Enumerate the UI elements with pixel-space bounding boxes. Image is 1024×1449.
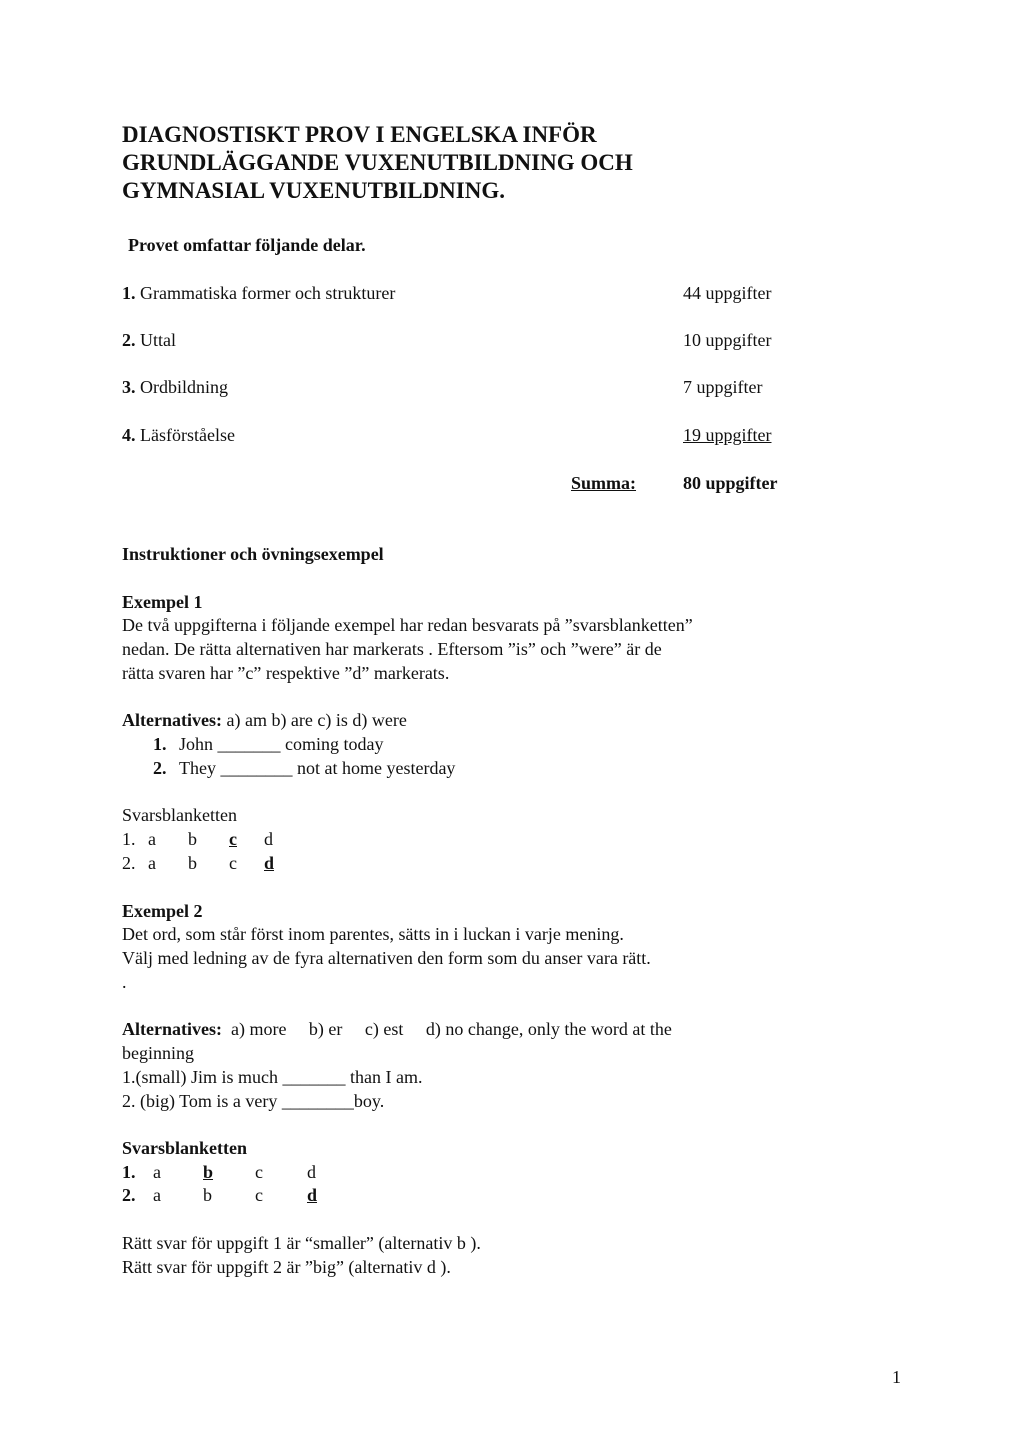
option-c: c bbox=[255, 1162, 263, 1182]
part-row-2 bbox=[122, 328, 176, 352]
question-number: 2. bbox=[153, 758, 167, 778]
option-c: c bbox=[255, 1185, 263, 1205]
part-number: 3. bbox=[122, 377, 136, 397]
example-2-text-line-2: Välj med ledning av de fyra alternativen den form som du anser vara rätt. bbox=[122, 948, 651, 968]
alternatives-label: Alternatives: bbox=[122, 1019, 222, 1039]
option-c-selected: c bbox=[229, 829, 237, 849]
option-d-selected: d bbox=[264, 853, 275, 873]
title-line-1: DIAGNOSTISKT PROV I ENGELSKA INFÖR bbox=[122, 122, 597, 147]
example-1-question-1 bbox=[153, 732, 384, 756]
example-1-text-line-1: De två uppgifterna i följande exempel har redan besvarats på ”svarsblanketten” bbox=[122, 615, 693, 635]
example-1-answer-row-2 bbox=[122, 851, 274, 875]
page-number: 1 bbox=[892, 1367, 901, 1387]
question-text: They ________ not at home yesterday bbox=[179, 758, 456, 778]
sum-value: 80 uppgifter bbox=[683, 473, 778, 493]
option-a: a bbox=[148, 853, 156, 873]
example-1-alternatives bbox=[122, 708, 407, 732]
question-text: John _______ coming today bbox=[179, 734, 384, 754]
example-1-answer-row-1 bbox=[122, 827, 273, 851]
intro-text: Provet omfattar följande delar. bbox=[128, 235, 366, 255]
row-number: 2. bbox=[122, 1185, 136, 1205]
part-number: 2. bbox=[122, 330, 136, 350]
example-2-heading: Exempel 2 bbox=[122, 901, 203, 921]
example-2-answer-explanation-2: Rätt svar för uppgift 2 är ”big” (alternativ d ). bbox=[122, 1257, 451, 1277]
option-a: a bbox=[153, 1185, 161, 1205]
row-number: 1. bbox=[122, 829, 136, 849]
part-row-4 bbox=[122, 423, 235, 447]
row-number: 1. bbox=[122, 1162, 136, 1182]
example-2-form-label: Svarsblanketten bbox=[122, 1138, 248, 1158]
title-line-3: GYMNASIAL VUXENUTBILDNING. bbox=[122, 178, 505, 203]
row-number: 2. bbox=[122, 853, 136, 873]
example-1-question-2 bbox=[153, 756, 455, 780]
part-count-2: 10 uppgifter bbox=[683, 330, 772, 350]
part-count-4: 19 uppgifter bbox=[683, 425, 772, 445]
option-d: d bbox=[264, 829, 273, 849]
option-a: a bbox=[148, 829, 156, 849]
example-2-text-line-1: Det ord, som står först inom parentes, sätts in i luckan i varje mening. bbox=[122, 924, 624, 944]
part-name: Ordbildning bbox=[140, 377, 228, 397]
title-line-2: GRUNDLÄGGANDE VUXENUTBILDNING OCH bbox=[122, 150, 633, 175]
option-d: d bbox=[307, 1162, 316, 1182]
part-name: Uttal bbox=[140, 330, 176, 350]
part-count-1: 44 uppgifter bbox=[683, 283, 772, 303]
part-name: Läsförståelse bbox=[140, 425, 235, 445]
option-a: a bbox=[153, 1162, 161, 1182]
alternatives-label: Alternatives: bbox=[122, 710, 222, 730]
example-2-answer-row-1 bbox=[122, 1160, 316, 1184]
example-1-text-line-2: nedan. De rätta alternativen har markerats . Eftersom ”is” och ”were” är de bbox=[122, 639, 662, 659]
example-2-question-1: 1.(small) Jim is much _______ than I am. bbox=[122, 1067, 423, 1087]
example-1-text-line-3: rätta svaren har ”c” respektive ”d” markerats. bbox=[122, 663, 450, 683]
option-b: b bbox=[188, 829, 197, 849]
part-name: Grammatiska former och strukturer bbox=[140, 283, 396, 303]
part-count-3: 7 uppgifter bbox=[683, 377, 763, 397]
sum-label: Summa: bbox=[571, 473, 637, 493]
question-number: 1. bbox=[153, 734, 167, 754]
example-2-question-2: 2. (big) Tom is a very ________boy. bbox=[122, 1091, 385, 1111]
example-2-answer-explanation-1: Rätt svar för uppgift 1 är “smaller” (alternativ b ). bbox=[122, 1233, 481, 1253]
part-row-1 bbox=[122, 281, 395, 305]
document-title bbox=[122, 121, 633, 205]
example-2-alternatives-cont: beginning bbox=[122, 1043, 194, 1063]
option-b: b bbox=[203, 1185, 212, 1205]
example-2-answer-row-2 bbox=[122, 1183, 317, 1207]
example-2-alternatives bbox=[122, 1017, 672, 1041]
instructions-heading: Instruktioner och övningsexempel bbox=[122, 544, 384, 564]
alternatives-text: a) more b) er c) est d) no change, only the word at the bbox=[221, 1019, 672, 1039]
option-d-selected: d bbox=[307, 1185, 318, 1205]
alternatives-text: a) am b) are c) is d) were bbox=[221, 710, 407, 730]
example-1-form-label: Svarsblanketten bbox=[122, 805, 237, 825]
option-c: c bbox=[229, 853, 237, 873]
part-number: 1. bbox=[122, 283, 136, 303]
example-2-dot: . bbox=[122, 972, 127, 992]
option-b: b bbox=[188, 853, 197, 873]
part-row-3 bbox=[122, 375, 228, 399]
option-b-selected: b bbox=[203, 1162, 214, 1182]
part-number: 4. bbox=[122, 425, 136, 445]
example-1-heading: Exempel 1 bbox=[122, 592, 203, 612]
